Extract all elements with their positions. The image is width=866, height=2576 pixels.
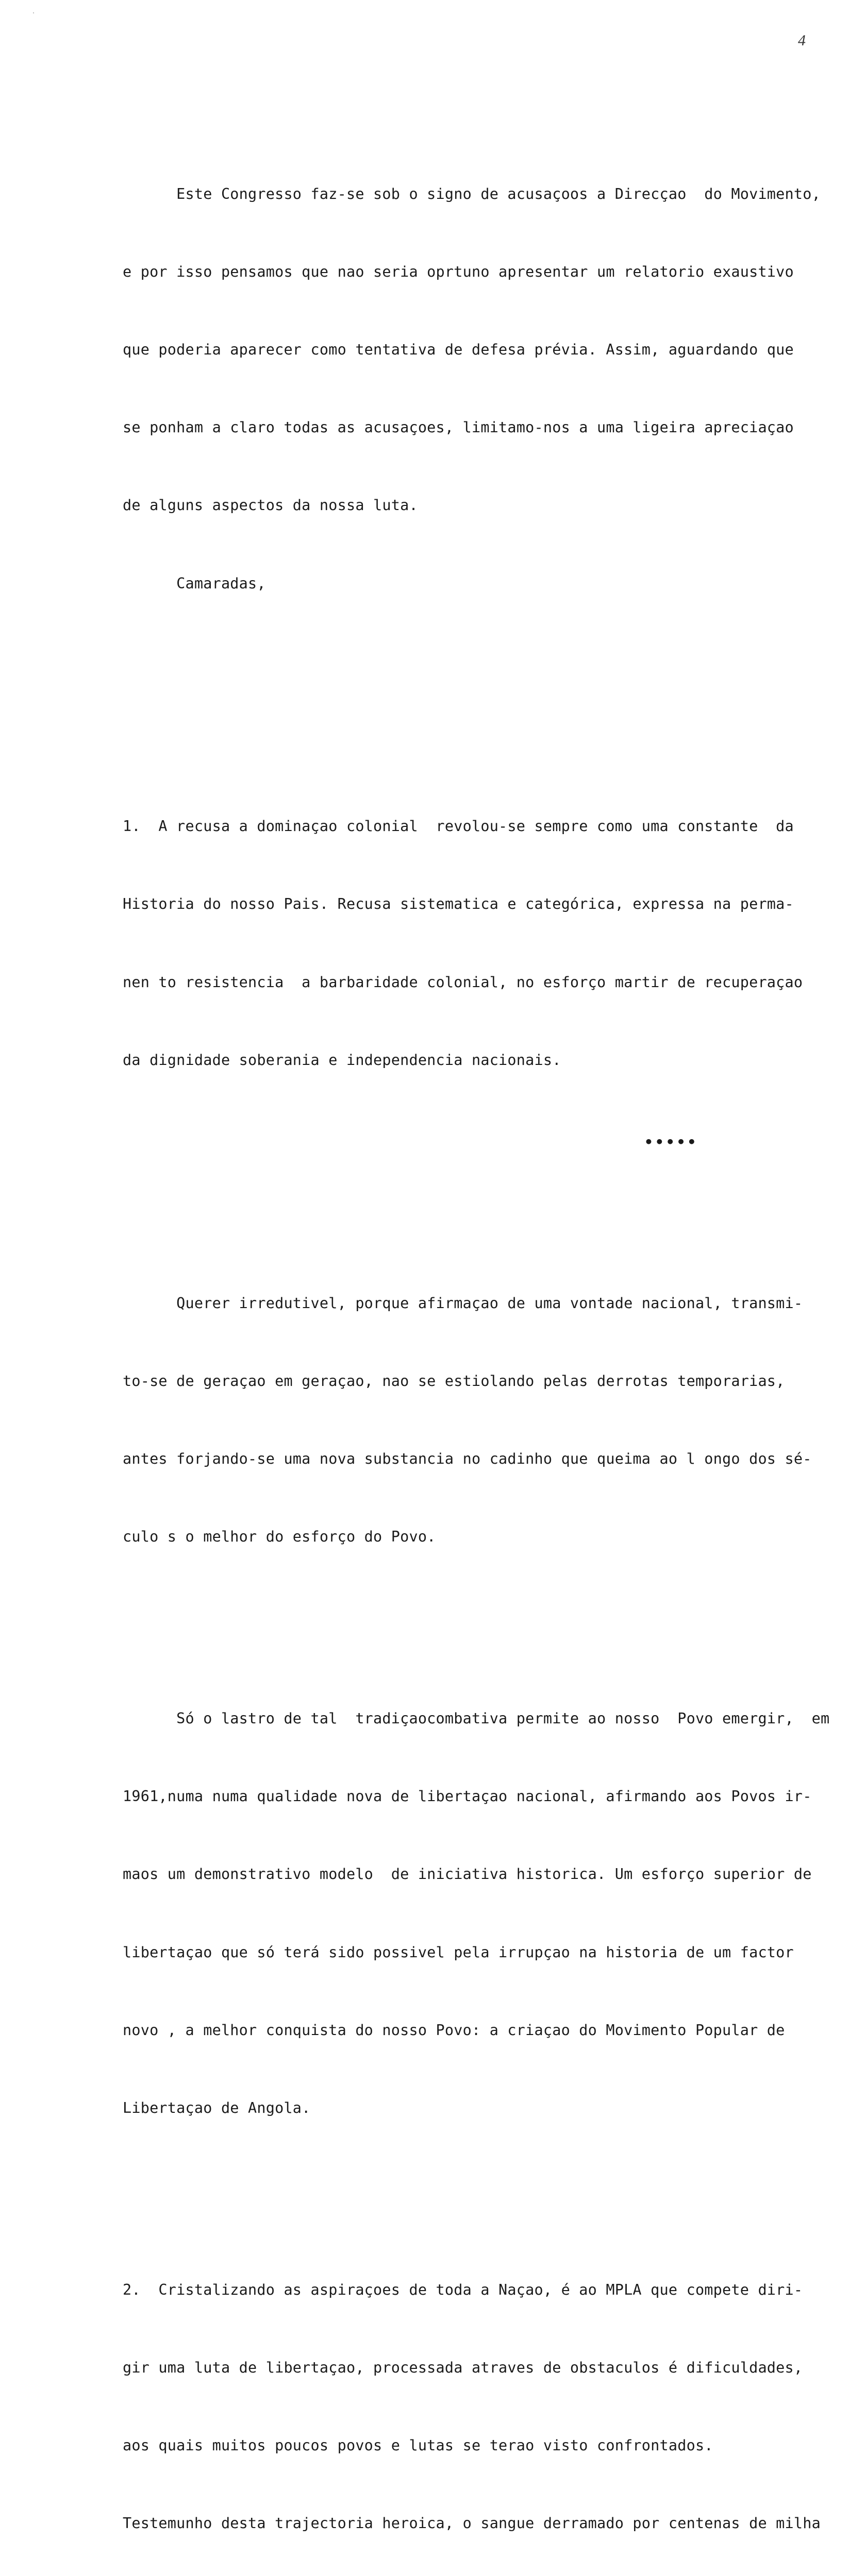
section-2-paragraph-1 — [123, 2225, 834, 2576]
text-line: da dignidade soberania e independencia nacionais. — [123, 1051, 561, 1069]
document-body — [123, 77, 834, 2576]
text-line: maos um demonstrativo modelo de iniciativa historica. Um esforço superior de — [123, 1866, 812, 1883]
text-line: gir uma luta de libertaçao, processada atraves de obstaculos é dificuldades, — [123, 2359, 803, 2377]
salutation: Camaradas, — [123, 574, 266, 592]
text-line: to-se de geraçao em geraçao, nao se estiolando pelas derrotas temporarias, — [123, 1372, 785, 1389]
page-number: 4 — [798, 32, 806, 49]
section-1-paragraph-1 — [123, 761, 834, 1125]
text-line: 2. Cristalizando as aspiraçoes de toda a Naçao, é ao MPLA que compete diri- — [123, 2281, 803, 2298]
text-line: Testemunho desta trajectoria heroica, o sangue derramado por centenas de milha — [123, 2515, 821, 2532]
text-line: e por isso pensamos que nao seria oprtuno apresentar um relatorio exaustivo — [123, 263, 794, 280]
text-line: Libertaçao de Angola. — [123, 2099, 311, 2116]
text-line: 1961,numa numa qualidade nova de libertaçao nacional, afirmando aos Povos ir- — [123, 1788, 812, 1805]
text-line: aos quais muitos poucos povos e lutas se terao visto confrontados. — [123, 2437, 713, 2454]
text-line: nen to resistencia a barbaridade colonial, no esforço martir de recuperaçao — [123, 973, 803, 991]
text-line: de alguns aspectos da nossa luta. — [123, 497, 418, 514]
section-1-paragraph-2 — [123, 1239, 834, 1602]
text-line: 1. A recusa a dominaçao colonial revolou-se sempre como uma constante da — [123, 818, 794, 835]
continuation-marker: ••••• — [644, 1133, 698, 1150]
scan-speck — [33, 12, 34, 13]
text-line: que poderia aparecer como tentativa de defesa prévia. Assim, aguardando que — [123, 341, 794, 359]
section-1-paragraph-3 — [123, 1654, 834, 2173]
text-line: Só o lastro de tal tradiçaocombativa permite ao nosso Povo emergir, em — [123, 1709, 830, 1727]
text-line: antes forjando-se uma nova substancia no cadinho que queima ao l ongo dos sé- — [123, 1450, 812, 1467]
text-line: Querer irredutivel, porque afirmaçao de uma vontade nacional, transmi- — [123, 1294, 803, 1312]
text-line: se ponham a claro todas as acusaçoes, limitamo-nos a uma ligeira apreciaçao — [123, 419, 794, 436]
text-line: Este Congresso faz-se sob o signo de acusaçoos a Direcçao do Movimento, — [123, 185, 821, 202]
text-line: culo s o melhor do esforço do Povo. — [123, 1528, 436, 1546]
intro-paragraph — [123, 129, 834, 649]
text-line: Historia do nosso Pais. Recusa sistematica e categórica, expressa na perma- — [123, 895, 794, 913]
text-line: novo , a melhor conquista do nosso Povo: a criaçao do Movimento Popular de — [123, 2021, 785, 2039]
text-line: libertaçao que só terá sido possivel pela irrupçao na historia de um factor — [123, 1943, 794, 1961]
